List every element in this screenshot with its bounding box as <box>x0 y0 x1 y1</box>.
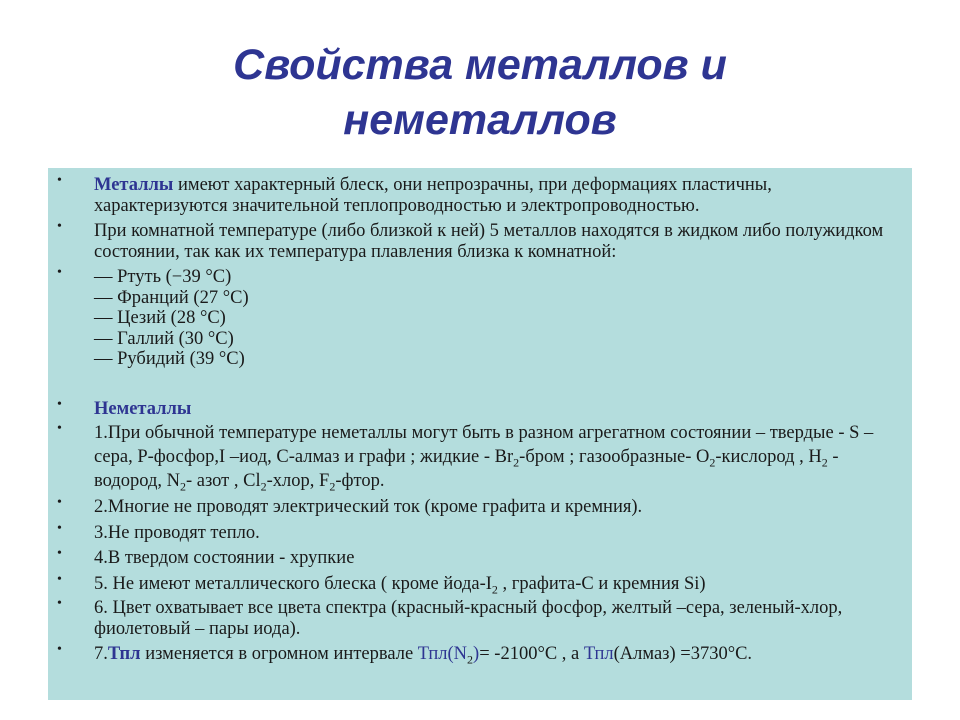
bullet-icon: • <box>57 495 62 510</box>
heat-text: 3.Не проводят тепло. <box>94 522 260 543</box>
melting-tpl-diamond: Тпл <box>583 644 614 664</box>
conductivity-text: 2.Многие не проводят электрический ток (кроме графита и кремния). <box>94 497 643 517</box>
slide-title <box>0 38 960 148</box>
bullet-item-heat <box>48 520 898 544</box>
liquid-metals-text: При комнатной температуре (либо близкой к ней) 5 металлов находятся в жидком либо полужидком состоянии, так как их температура плавления близка к комнатной: <box>94 221 884 262</box>
bullet-icon: • <box>57 520 62 536</box>
subscript: 2 <box>329 479 336 494</box>
luster-text-2: , графита-С и кремния Si) <box>497 573 706 594</box>
luster-text-1: 5. Не имеют металлического блеска ( кроме йода-I <box>94 573 492 594</box>
subscript: 2 <box>821 455 828 470</box>
melting-tpl-label: Тпл <box>107 644 141 664</box>
bullet-icon: • <box>57 546 62 561</box>
list-item-rubidium: — Рубидий (39 °C) <box>94 349 245 369</box>
list-item-francium: — Франций (27 °C) <box>94 287 249 308</box>
states-text-1: 1.При обычной температуре неметаллы могут быть в разном агрегатном состоянии – твердые - S –сера, P-фосфор,I –иод, C-алмаз и графи ; жидкие - Br <box>94 423 874 467</box>
bullet-icon: • <box>57 596 62 611</box>
bullet-icon: • <box>57 219 62 234</box>
title-line-1: Свойства металлов и <box>233 41 727 89</box>
melting-tpl-n2: Тпл(N <box>417 644 468 664</box>
bullet-item-color <box>48 598 898 639</box>
bullet-item-states <box>48 421 898 493</box>
list-item-mercury: — Ртуть (−39 °C) <box>94 267 232 287</box>
melting-text-1: 7. <box>94 644 108 664</box>
states-text-2: -бром ; газообразные- O <box>519 447 710 467</box>
list-item-cesium: — Цезий (28 °C) <box>94 308 226 328</box>
melting-paren: ) <box>473 644 480 664</box>
states-text-4: - водород, N <box>94 447 839 491</box>
metals-label: Металлы <box>94 175 174 195</box>
bullet-item-brittle <box>48 548 898 569</box>
subscript: 2 <box>709 455 716 470</box>
bullet-icon: • <box>57 571 62 587</box>
bullet-item-luster <box>48 571 898 597</box>
nonmetals-label: Неметаллы <box>94 398 192 419</box>
bullet-item-nonmetals <box>48 396 898 420</box>
subscript: 2 <box>491 582 498 597</box>
bullet-icon: • <box>57 396 62 412</box>
bullet-icon: • <box>57 421 62 436</box>
subscript: 2 <box>260 479 267 494</box>
states-text-3: -кислород , H <box>715 447 822 467</box>
color-text: 6. Цвет охватывает все цвета спектра (красный-красный фосфор, желтый –сера, зеленый-хлор, фиолетовый – пары иода). <box>94 598 843 639</box>
bullet-item-liquid-metals <box>48 221 898 262</box>
bullet-icon: • <box>57 265 62 280</box>
melting-text-3: = -2100°С , а <box>479 644 584 664</box>
bullet-item-metals <box>48 175 898 216</box>
subscript: 2 <box>179 479 186 494</box>
states-text-6: -хлор, F <box>266 471 330 491</box>
states-text-7: -фтор. <box>335 471 385 491</box>
melting-text-2: изменяется в огромном интервале <box>140 644 418 664</box>
list-item-gallium: — Галлий (30 °C) <box>94 328 234 349</box>
melting-text-4: (Алмаз) =3730°С. <box>613 644 753 664</box>
bullet-item-metal-list <box>48 267 898 370</box>
states-text-5: - азот , Cl <box>185 471 261 491</box>
bullet-icon: • <box>57 173 62 188</box>
title-line-2: неметаллов <box>343 96 617 144</box>
subscript: 2 <box>513 455 520 470</box>
brittle-text: 4.В твердом состоянии - хрупкие <box>94 548 355 568</box>
bullet-item-melting <box>48 644 898 665</box>
subscript: 2 <box>467 652 474 667</box>
metals-description: имеют характерный блеск, они непрозрачны, при деформациях пластичны, характеризуются значительной теплопроводностью и электропроводностью. <box>94 175 772 216</box>
bullet-icon: • <box>57 642 62 657</box>
bullet-item-conductivity <box>48 497 898 518</box>
